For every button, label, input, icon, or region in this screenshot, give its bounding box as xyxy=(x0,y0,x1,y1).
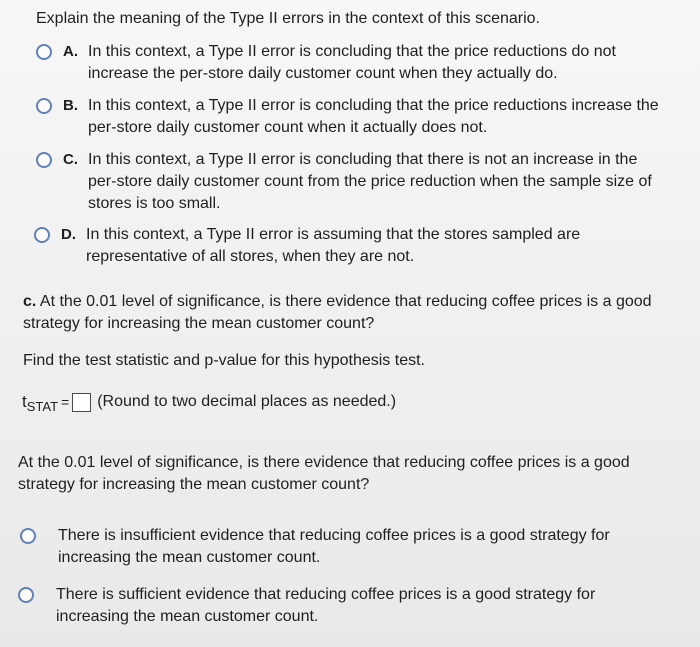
option-letter-d: D. xyxy=(61,226,76,243)
tstat-input-box[interactable] xyxy=(72,393,91,412)
type2-question-prompt: Explain the meaning of the Type II errors in the context of this scenario. xyxy=(36,10,540,27)
option-text-a: In this context, a Type II error is concluding that the price reductions do not increase the per-store daily customer count when they actually do. xyxy=(88,43,616,82)
option-d[interactable] xyxy=(34,224,674,268)
radio-button-b[interactable] xyxy=(36,98,52,114)
radio-button-d[interactable] xyxy=(34,227,50,243)
tstat-row xyxy=(22,392,396,412)
tstat-symbol: t xyxy=(22,392,27,411)
rounding-note: (Round to two decimal places as needed.) xyxy=(97,393,397,410)
option-letter-b: B. xyxy=(63,97,78,114)
part-c-prompt xyxy=(23,291,663,335)
test-statistic-instruction: Find the test statistic and p-value for this hypothesis test. xyxy=(23,352,425,369)
conclusion-option-insufficient[interactable] xyxy=(20,525,680,569)
radio-button-a[interactable] xyxy=(36,44,52,60)
radio-button-sufficient[interactable] xyxy=(18,587,34,603)
equals-sign: = xyxy=(61,394,70,410)
option-text-d: In this context, a Type II error is assuming that the stores sampled are representative of all stores, when they are not. xyxy=(86,226,581,265)
conclusion-text-sufficient: There is sufficient evidence that reducing coffee prices is a good strategy for increasing the mean customer count. xyxy=(56,586,596,625)
option-letter-a: A. xyxy=(63,43,78,60)
option-a[interactable] xyxy=(36,41,666,85)
option-text-b: In this context, a Type II error is concluding that the price reductions increase the per-store daily customer count when it actually does not. xyxy=(88,97,659,136)
conclusion-prompt: At the 0.01 level of significance, is there evidence that reducing coffee prices is a good strategy for increasing the mean customer count? xyxy=(18,454,630,493)
option-text-c: In this context, a Type II error is concluding that there is not an increase in the per-store daily customer count from the price reduction when the sample size of stores is too small. xyxy=(88,151,652,212)
option-b[interactable] xyxy=(36,95,676,139)
option-letter-c: C. xyxy=(63,151,78,168)
option-c[interactable] xyxy=(36,149,676,215)
part-c-text: At the 0.01 level of significance, is there evidence that reducing coffee prices is a good strategy for increasing the mean customer count? xyxy=(23,293,652,332)
conclusion-option-sufficient[interactable] xyxy=(18,584,678,628)
radio-button-insufficient[interactable] xyxy=(20,528,36,544)
radio-button-c[interactable] xyxy=(36,152,52,168)
tstat-subscript: STAT xyxy=(26,398,59,414)
part-c-label: c. xyxy=(23,293,37,310)
conclusion-text-insufficient: There is insufficient evidence that reducing coffee prices is a good strategy for increasing the mean customer count. xyxy=(58,527,610,566)
